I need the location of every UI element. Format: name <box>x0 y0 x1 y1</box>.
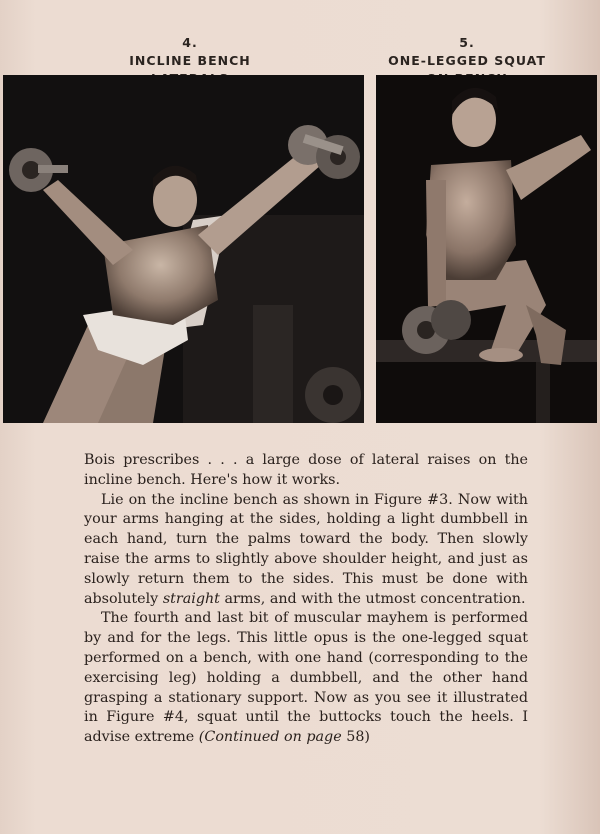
paragraph-3-text: The fourth and last bit of muscular mayhem is performed by and for the legs. This little opus is the one-legged squat performed on a bench, with one hand (corresponding to the exercising leg) holding a dumbbell, and the other hand grasping a stationary support. Now as you see it illustrated in Figure #4, squat until the buttocks touch the heels. I advise extreme <box>84 610 528 746</box>
figure-5-title: ONE-LEGGED SQUAT <box>388 53 546 68</box>
paragraph-2-text-b: arms, and with the utmost concentration. <box>219 590 526 607</box>
article-paragraph-2 <box>84 491 528 610</box>
article-paragraph-3 <box>84 609 528 748</box>
figure-5-photo <box>376 75 597 423</box>
figure-5-number: 5. <box>459 35 475 50</box>
emphasis-straight: straight <box>162 590 220 607</box>
continued-on-page: (Continued on page <box>198 729 342 746</box>
paragraph-2-text-a: Lie on the incline bench as shown in Figure #3. Now with your arms hanging at the sides, holding a light dumbbell in each hand, turn the palms toward the body. Then slowly raise the arms to slightly above shoulder height, and just as slowly return them to the sides. This must be done with absolutely <box>84 491 528 607</box>
figure-4-title: INCLINE BENCH <box>129 53 251 68</box>
article-paragraph-1: Bois prescribes . . . a large dose of lateral raises on the incline bench. Here's how it works. <box>84 452 528 488</box>
article-body <box>84 451 528 748</box>
continued-page-number: 58) <box>341 729 370 746</box>
figure-4-number: 4. <box>182 35 198 50</box>
figure-4-photo <box>3 75 364 423</box>
